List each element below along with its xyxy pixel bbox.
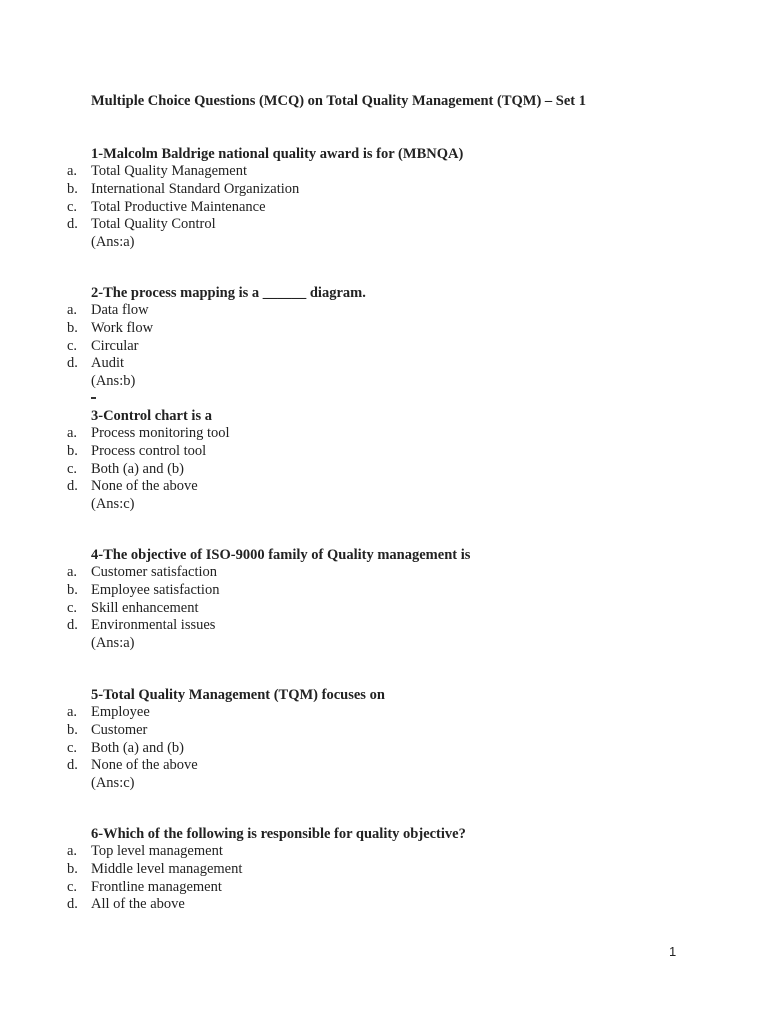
question-6 [0,825,700,914]
question-text: 6-Which of the following is responsible for quality objective? [91,826,466,842]
option-a [0,425,700,443]
question-5 [0,686,700,793]
option-letter: c. [67,599,78,616]
option-text: Frontline management [91,878,222,895]
option-letter: c. [67,878,78,895]
option-a [0,704,700,722]
option-text: All of the above [91,896,185,913]
option-a [0,564,700,582]
option-c [0,338,700,356]
option-text: Customer satisfaction [91,564,218,580]
option-text: Total Quality Management [91,163,248,179]
option-text: Audit [91,355,125,372]
option-text: Employee satisfaction [91,581,220,598]
option-letter: c. [67,739,78,756]
option-text: Process monitoring tool [91,425,230,441]
option-text: Employee [91,704,150,720]
option-text: Skill enhancement [91,599,199,616]
option-letter: a. [67,843,78,859]
option-text: Circular [91,337,139,354]
option-letter: d. [67,355,78,372]
option-c [0,199,700,217]
option-d [0,216,700,234]
stray-mark [91,397,96,399]
question-3 [0,407,700,514]
option-letter: a. [67,302,78,318]
option-text: Both (a) and (b) [91,460,185,477]
option-text: Process control tool [91,442,207,459]
question-text: 4-The objective of ISO-9000 family of Quality management is [91,547,471,563]
question-text: 5-Total Quality Management (TQM) focuses on [91,687,385,703]
option-letter: c. [67,460,78,477]
option-letter: b. [67,721,78,738]
option-b [0,861,700,879]
question-1 [0,145,700,252]
option-c [0,600,700,618]
question-text: 1-Malcolm Baldrige national quality award is for (MBNQA) [91,146,464,162]
option-letter: b. [67,319,78,336]
option-text: Environmental issues [91,617,216,634]
option-letter: c. [67,198,78,215]
option-b [0,320,700,338]
option-letter: a. [67,425,78,441]
option-text: Data flow [91,302,149,318]
option-b [0,181,700,199]
option-c [0,461,700,479]
answer-text: (Ans:c) [91,775,135,792]
option-text: Total Quality Control [91,216,216,233]
page-number: 1 [669,944,677,959]
option-letter: d. [67,617,78,634]
option-text: Work flow [91,319,154,336]
option-a [0,163,700,181]
option-b [0,722,700,740]
option-a [0,843,700,861]
option-d [0,896,700,914]
option-c [0,740,700,758]
option-a [0,302,700,320]
option-b [0,443,700,461]
option-letter: d. [67,216,78,233]
answer-text: (Ans:a) [91,234,135,251]
option-d [0,617,700,635]
option-letter: d. [67,478,78,495]
option-text: Both (a) and (b) [91,739,185,756]
option-b [0,582,700,600]
option-letter: c. [67,337,78,354]
option-d [0,355,700,373]
option-d [0,478,700,496]
option-text: None of the above [91,478,198,495]
option-letter: b. [67,860,78,877]
option-text: None of the above [91,757,198,774]
document-title: Multiple Choice Questions (MCQ) on Total Quality Management (TQM) – Set 1 [91,93,586,109]
option-letter: d. [67,757,78,774]
option-letter: a. [67,704,78,720]
option-c [0,879,700,897]
answer-text: (Ans:a) [91,635,135,652]
option-text: International Standard Organization [91,180,300,197]
option-letter: a. [67,163,78,179]
answer-text: (Ans:c) [91,496,135,513]
option-text: Customer [91,721,148,738]
option-letter: a. [67,564,78,580]
option-text: Top level management [91,843,223,859]
question-2 [0,284,700,391]
option-letter: b. [67,442,78,459]
option-letter: b. [67,180,78,197]
option-letter: b. [67,581,78,598]
question-4 [0,546,700,653]
answer-text: (Ans:b) [91,373,136,390]
option-text: Middle level management [91,860,243,877]
option-letter: d. [67,896,78,913]
option-d [0,757,700,775]
question-text: 2-The process mapping is a ______ diagram. [91,285,366,301]
question-text: 3-Control chart is a [91,408,212,424]
option-text: Total Productive Maintenance [91,198,266,215]
